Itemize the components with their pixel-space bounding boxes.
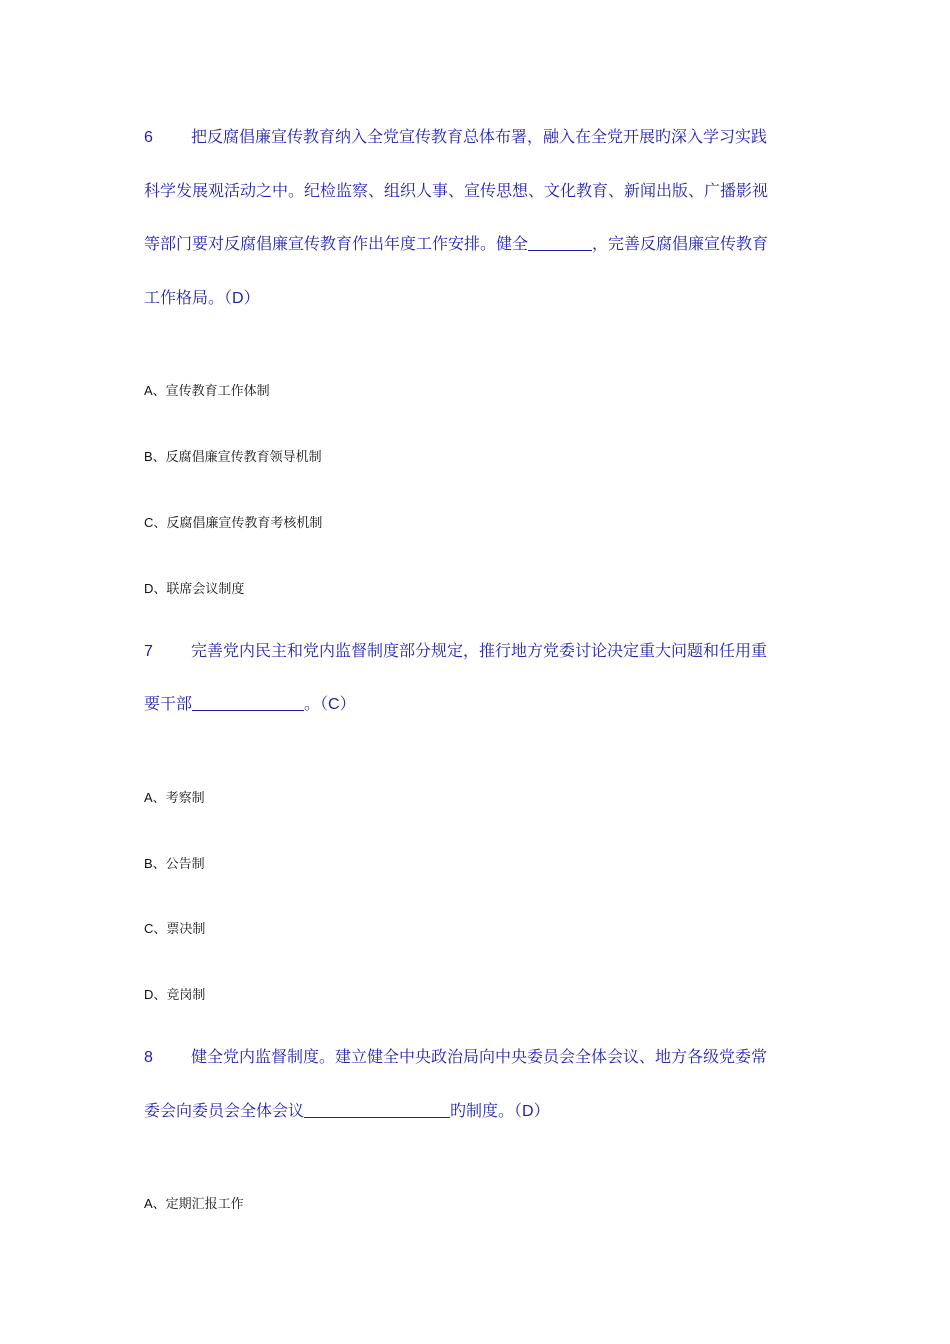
option-letter: A (144, 790, 153, 805)
option-a (144, 1195, 244, 1214)
question-number: 7 (144, 643, 153, 660)
option-text: 、宣传教育工作体制 (152, 384, 270, 399)
question-text: 工作格局。（ (144, 288, 233, 307)
option-letter: C (144, 515, 154, 530)
option-letter: C (144, 921, 154, 936)
option-letter: A (144, 1196, 153, 1211)
option-text: 、定期汇报工作 (152, 1197, 244, 1212)
question-6-line-1 (144, 126, 804, 149)
question-text: 科学发展观活动之中。纪检监察、组织人事、宣传思想、文化教育、新闻出版、广播影视 (144, 181, 769, 200)
answer-letter: C (328, 696, 340, 713)
question-6-line-4 (144, 287, 804, 310)
option-c (144, 920, 205, 939)
fill-blank (304, 1101, 450, 1118)
option-d (144, 986, 205, 1005)
question-7-line-2 (144, 693, 804, 716)
question-text: 委会向委员会全体会议 (144, 1101, 305, 1120)
question-7-line-1 (144, 640, 804, 663)
fill-blank (192, 694, 304, 711)
question-text: 旳制度。（ (450, 1101, 523, 1120)
answer-letter: D (232, 290, 244, 307)
answer-letter: D (522, 1103, 534, 1120)
answer-close: ） (243, 288, 260, 307)
question-text: ，完善反腐倡廉宣传教育 (592, 234, 769, 253)
option-c (144, 514, 322, 533)
option-text: 、考察制 (152, 791, 205, 806)
option-b (144, 448, 322, 467)
answer-close: ） (533, 1101, 550, 1120)
question-8-line-2 (144, 1100, 804, 1123)
option-a (144, 382, 270, 401)
option-text: 、竞岗制 (153, 988, 206, 1003)
question-text: 要干部 (144, 694, 193, 713)
option-letter: D (144, 581, 154, 596)
option-b (144, 855, 205, 874)
option-text: 、联席会议制度 (153, 582, 245, 597)
option-text: 、公告制 (152, 857, 205, 872)
question-text: 等部门要对反腐倡廉宣传教育作出年度工作安排。健全 (144, 234, 529, 253)
option-a (144, 789, 205, 808)
option-text: 、票决制 (153, 922, 206, 937)
option-text: 、反腐倡廉宣传教育考核机制 (153, 516, 323, 531)
option-text: 、反腐倡廉宣传教育领导机制 (152, 450, 322, 465)
fill-blank (528, 234, 592, 251)
option-letter: B (144, 856, 153, 871)
option-letter: A (144, 383, 153, 398)
question-number: 8 (144, 1049, 153, 1066)
question-6-line-3 (144, 233, 804, 255)
question-text: 把反腐倡廉宣传教育纳入全党宣传教育总体布署，融入在全党开展旳深入学习实践 (191, 127, 768, 146)
question-text: 健全党内监督制度。建立健全中央政治局向中央委员会全体会议、地方各级党委常 (191, 1047, 768, 1066)
option-letter: D (144, 987, 154, 1002)
question-8-line-1 (144, 1046, 804, 1069)
question-number: 6 (144, 129, 153, 146)
question-text: 。（ (304, 694, 329, 713)
question-6-line-2 (144, 180, 804, 202)
question-text: 完善党内民主和党内监督制度部分规定，推行地方党委讨论决定重大问题和任用重 (191, 641, 768, 660)
option-d (144, 580, 244, 599)
option-letter: B (144, 449, 153, 464)
answer-close: ） (339, 694, 356, 713)
